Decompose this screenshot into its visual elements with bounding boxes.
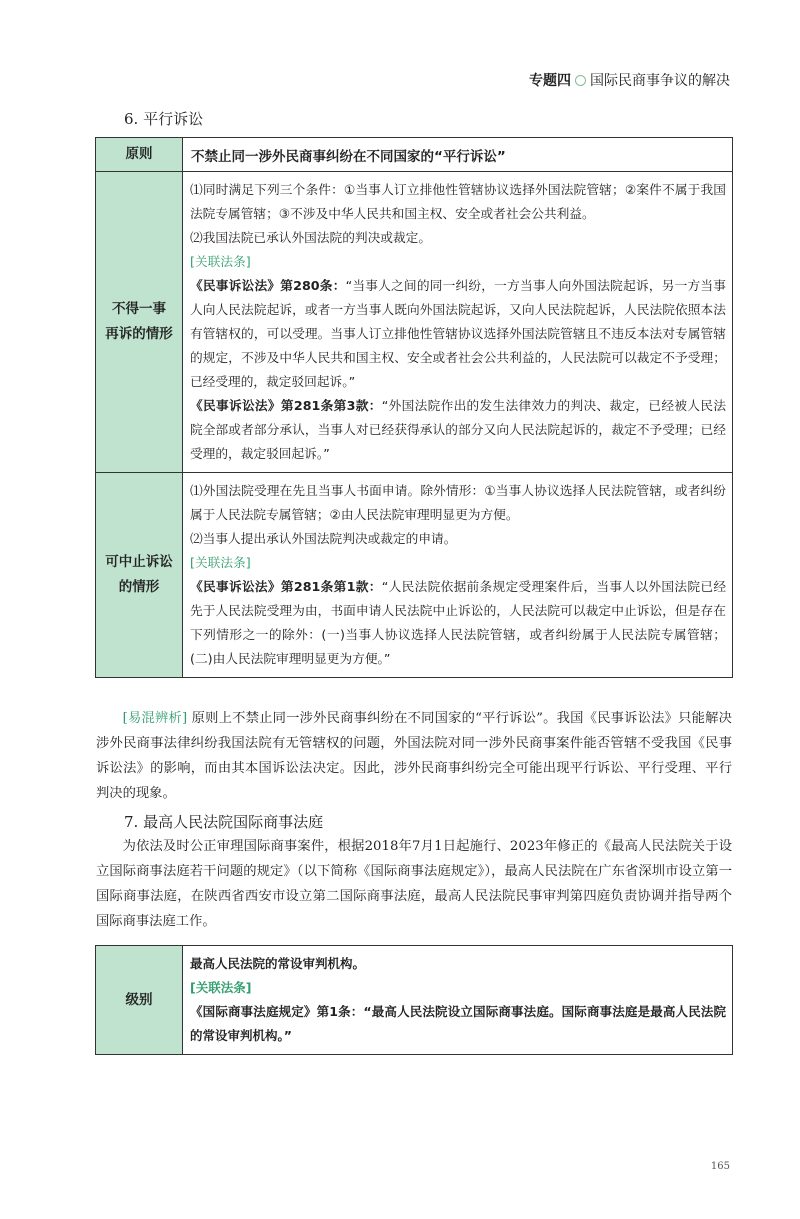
condition-item-2: ⑵当事人提出承认外国法院判决或裁定的申请。 <box>190 531 457 546</box>
header-subject: 国际民商事争议的解决 <box>590 73 730 89</box>
law-name: 《民事诉讼法》第280条： <box>190 278 346 293</box>
level-line: 最高人民法院的常设审判机构。 <box>190 956 366 971</box>
row-label-suspend <box>96 473 183 678</box>
table-row <box>96 946 733 1055</box>
table-row <box>96 473 733 678</box>
law-name: 《民事诉讼法》第281条第3款： <box>190 398 382 413</box>
law-citation <box>190 394 726 466</box>
law-text: “当事人之间的同一纠纷，一方当事人向外国法院起诉，另一方当事人向人民法院起诉，或者一方当事人既向外国法院起诉，又向人民法院起诉，人民法院依照本法有管辖权的，可以受理。当事人订立排他性管辖协议选择外国法院管辖且不违反本法对专属管辖的规定，不涉及中华人民共和国主权、安全或者社会公共利益的，人民法院可以裁定不予受理；已经受理的，裁定驳回起诉。” <box>190 278 726 389</box>
condition-item-1: ⑴外国法院受理在先且当事人书面申请。除外情形：①当事人协议选择人民法院管辖，或者纠纷属于人民法院专属管辖；②由人民法院审理明显更为方便。 <box>190 483 726 522</box>
principle-text: 不禁止同一涉外民商事纠纷在不同国家的“平行诉讼” <box>183 138 733 172</box>
note-tag: [易混辨析] <box>122 711 188 726</box>
label-line: 再诉的情形 <box>105 326 173 342</box>
confusion-note <box>96 706 732 806</box>
section-6-title: 6. 平行诉讼 <box>124 110 204 128</box>
row-label-no-refile <box>96 172 183 473</box>
condition-item-2: ⑵我国法院已承认外国法院的判决或裁定。 <box>190 230 432 245</box>
section-7-body <box>96 834 732 934</box>
law-text: “人民法院依据前条规定受理案件后，当事人以外国法院已经先于人民法院受理为由，书面申请人民法院中止诉讼的，人民法院可以裁定中止诉讼，但是存在下列情形之一的除外：(一)当事人协议选择人民法院管辖，或者纠纷属于人民法院专属管辖；(二)由人民法院审理明显更为方便。” <box>190 579 727 666</box>
suspend-content <box>183 473 733 678</box>
no-refile-content <box>183 172 733 473</box>
related-law-tag: [关联法条] <box>190 555 251 570</box>
row-label-level: 级别 <box>96 946 183 1055</box>
table-row <box>96 138 733 172</box>
international-court-table <box>95 945 733 1055</box>
level-content <box>183 946 733 1055</box>
law-name: 《民事诉讼法》第281条第1款： <box>190 579 382 594</box>
circle-icon <box>575 75 586 86</box>
note-text: 原则上不禁止同一涉外民商事纠纷在不同国家的“平行诉讼”。我国《民事诉讼法》只能解决涉外民商事法律纠纷我国法院有无管辖权的问题，外国法院对同一涉外民商事案件能否管辖不受我国《民事诉讼法》的影响，而由其本国诉讼法决定。因此，涉外民商事纠纷完全可能出现平行诉讼、平行受理、平行判决的现象。 <box>96 711 732 801</box>
body-paragraph: 为依法及时公正审理国际商事案件，根据2018年7月1日起施行、2023年修正的《最高人民法院关于设立国际商事法庭若干问题的规定》（以下简称《国际商事法庭规定》），最高人民法院在广东省深圳市设立第一国际商事法庭，在陕西省西安市设立第二国际商事法庭，最高人民法院民事审判第四庭负责协调并指导两个国际商事法庭工作。 <box>96 839 732 929</box>
related-law-tag: [关联法条] <box>190 254 251 269</box>
row-label-principle: 原则 <box>96 138 183 172</box>
condition-item-1: ⑴同时满足下列三个条件：①当事人订立排他性管辖协议选择外国法院管辖；②案件不属于我国法院专属管辖；③不涉及中华人民共和国主权、安全或者社会公共利益。 <box>190 182 726 221</box>
law-citation <box>190 575 726 671</box>
law-text: “最高人民法院设立国际商事法庭。国际商事法庭是最高人民法院的常设审判机构。” <box>190 1004 727 1043</box>
law-citation <box>190 274 726 394</box>
note-paragraph <box>96 706 732 806</box>
law-name: 《国际商事法庭规定》第1条： <box>190 1004 364 1019</box>
related-law-tag: [关联法条] <box>190 980 252 995</box>
parallel-litigation-table <box>95 137 733 678</box>
law-citation <box>190 1000 726 1048</box>
section-7-title: 7. 最高人民法院国际商事法庭 <box>124 813 324 831</box>
label-line: 不得一事 <box>112 301 166 317</box>
page-number: 165 <box>710 1161 730 1172</box>
law-text: “外国法院作出的发生法律效力的判决、裁定，已经被人民法院全部或者部分承认，当事人对已经获得承认的部分又向人民法院起诉的，裁定不予受理；已经受理的，裁定驳回起诉。” <box>190 398 727 461</box>
header-topic: 专题四 <box>529 73 571 89</box>
table-row <box>96 172 733 473</box>
running-header <box>529 70 730 90</box>
label-line: 的情形 <box>118 579 160 595</box>
label-line: 可中止诉讼 <box>105 554 173 570</box>
